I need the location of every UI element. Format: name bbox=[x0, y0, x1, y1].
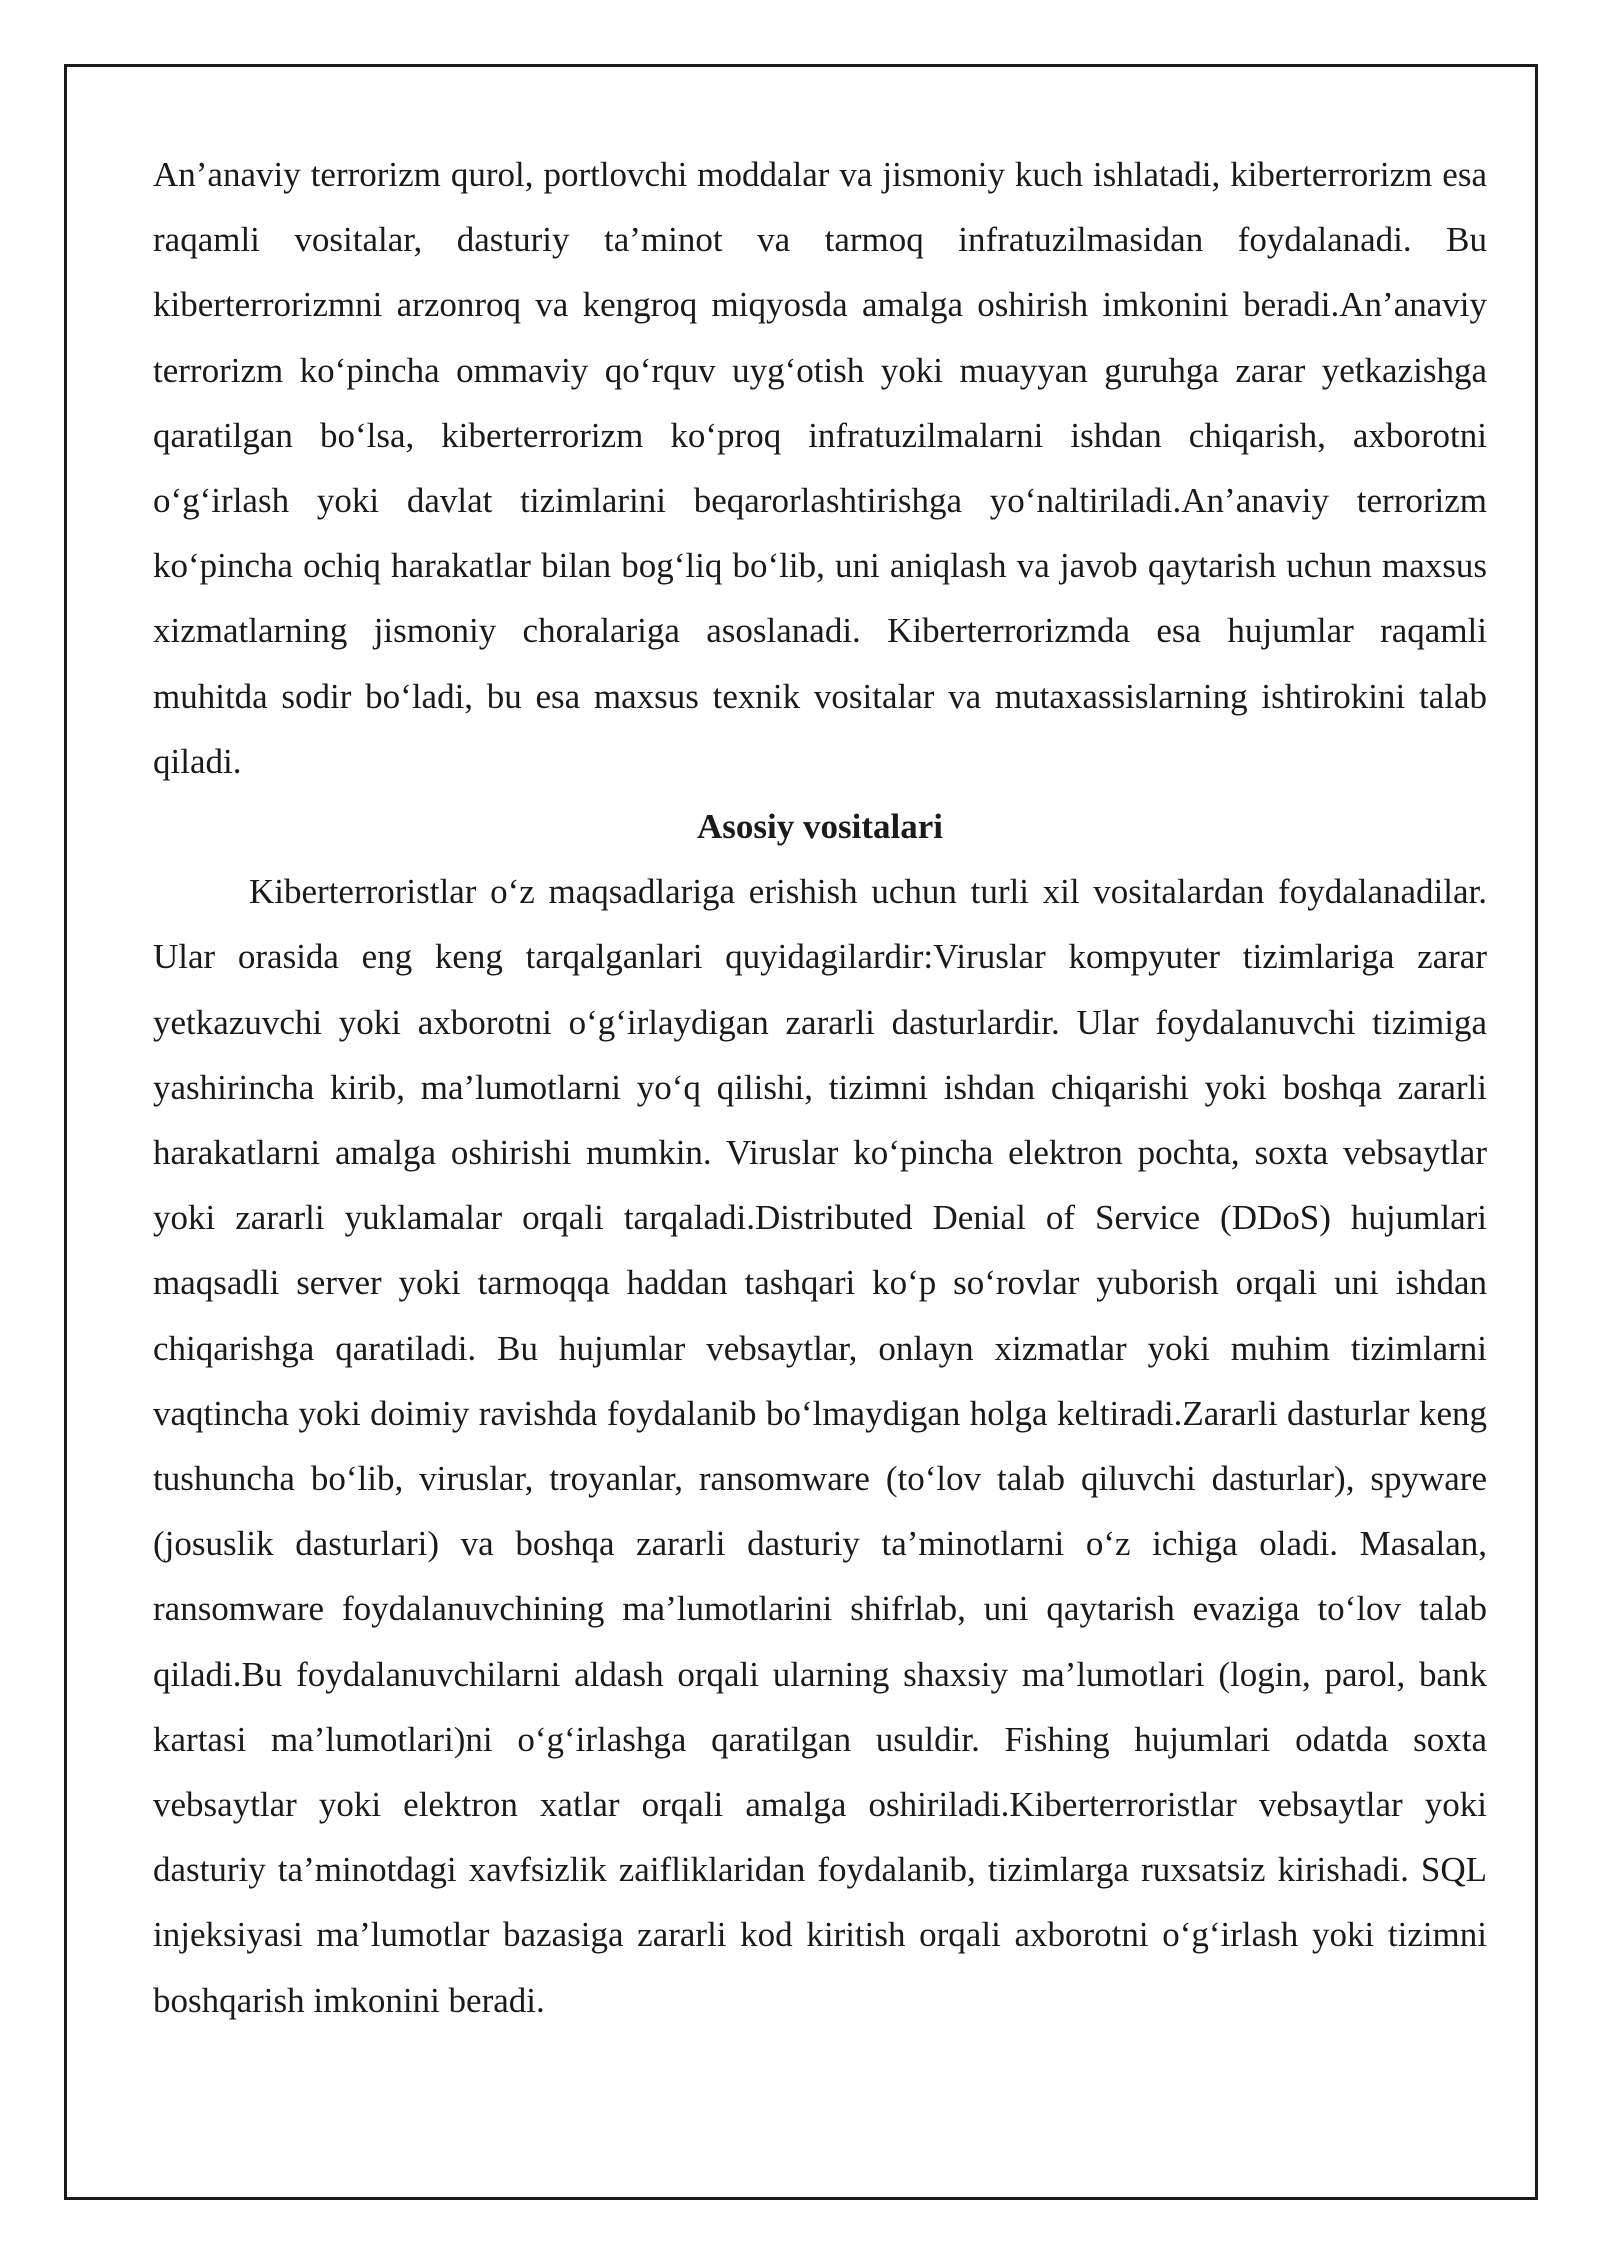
document-body bbox=[153, 142, 1487, 2033]
section-heading: Asosiy vositalari bbox=[697, 807, 943, 847]
paragraph-intro: An’anaviy terrorizm qurol, portlovchi moddalar va jismoniy kuch ishlatadi, kiberterrorizm esa raqamli vositalar, dasturiy ta’minot va tarmoq infratuzilmasidan foydalanadi. Bu kiberterrorizmni arzonroq va kengroq miqyosda amalga oshirish imkonini beradi.An’anaviy terrorizm ko‘pincha ommaviy qo‘rquv uyg‘otish yoki muayyan guruhga zarar yetkazishga qaratilgan bo‘lsa, kiberterrorizm ko‘proq infratuzilmalarni ishdan chiqarish, axborotni o‘g‘irlash yoki davlat tizimlarini beqarorlashtirishga yo‘naltiriladi.An’anaviy terrorizm ko‘pincha ochiq harakatlar bilan bog‘liq bo‘lib, uni aniqlash va javob qaytarish uchun maxsus xizmatlarning jismoniy choralariga asoslanadi. Kiberterrorizmda esa hujumlar raqamli muhitda sodir bo‘ladi, bu esa maxsus texnik vositalar va mutaxassislarning ishtirokini talab qiladi. bbox=[153, 155, 1487, 781]
paragraph-tools: Kiberterroristlar o‘z maqsadlariga erishish uchun turli xil vositalardan foydalanadilar. Ular orasida eng keng tarqalganlari quyidagilardir:Viruslar kompyuter tizimlariga zarar yetkazuvchi yoki axborotni o‘g‘irlaydigan zararli dasturlardir. Ular foydalanuvchi tizimiga yashirincha kirib, ma’lumotlarni yo‘q qilishi, tizimni ishdan chiqarishi yoki boshqa zararli harakatlarni amalga oshirishi mumkin. Viruslar ko‘pincha elektron pochta, soxta vebsaytlar yoki zararli yuklamalar orqali tarqaladi.Distributed Denial of Service (DDoS) hujumlari maqsadli server yoki tarmoqqa haddan tashqari ko‘p so‘rovlar yuborish orqali uni ishdan chiqarishga qaratiladi. Bu hujumlar vebsaytlar, onlayn xizmatlar yoki muhim tizimlarni vaqtincha yoki doimiy ravishda foydalanib bo‘lmaydigan holga keltiradi.Zararli dasturlar keng tushuncha bo‘lib, viruslar, troyanlar, ransomware (to‘lov talab qiluvchi dasturlar), spyware (josuslik dasturlari) va boshqa zararli dasturiy ta’minotlarni o‘z ichiga oladi. Masalan, ransomware foydalanuvchining ma’lumotlarini shifrlab, uni qaytarish evaziga to‘lov talab qiladi.Bu foydalanuvchilarni aldash orqali ularning shaxsiy ma’lumotlari (login, parol, bank kartasi ma’lumotlari)ni o‘g‘irlashga qaratilgan usuldir. Fishing hujumlari odatda soxta vebsaytlar yoki elektron xatlar orqali amalga oshiriladi.Kiberterroristlar vebsaytlar yoki dasturiy ta’minotdagi xavfsizlik zaifliklaridan foydalanib, tizimlarga ruxsatsiz kirishadi. SQL injeksiyasi ma’lumotlar bazasiga zararli kod kiritish orqali axborotni o‘g‘irlash yoki tizimni boshqarish imkonini beradi. bbox=[153, 872, 1487, 2020]
